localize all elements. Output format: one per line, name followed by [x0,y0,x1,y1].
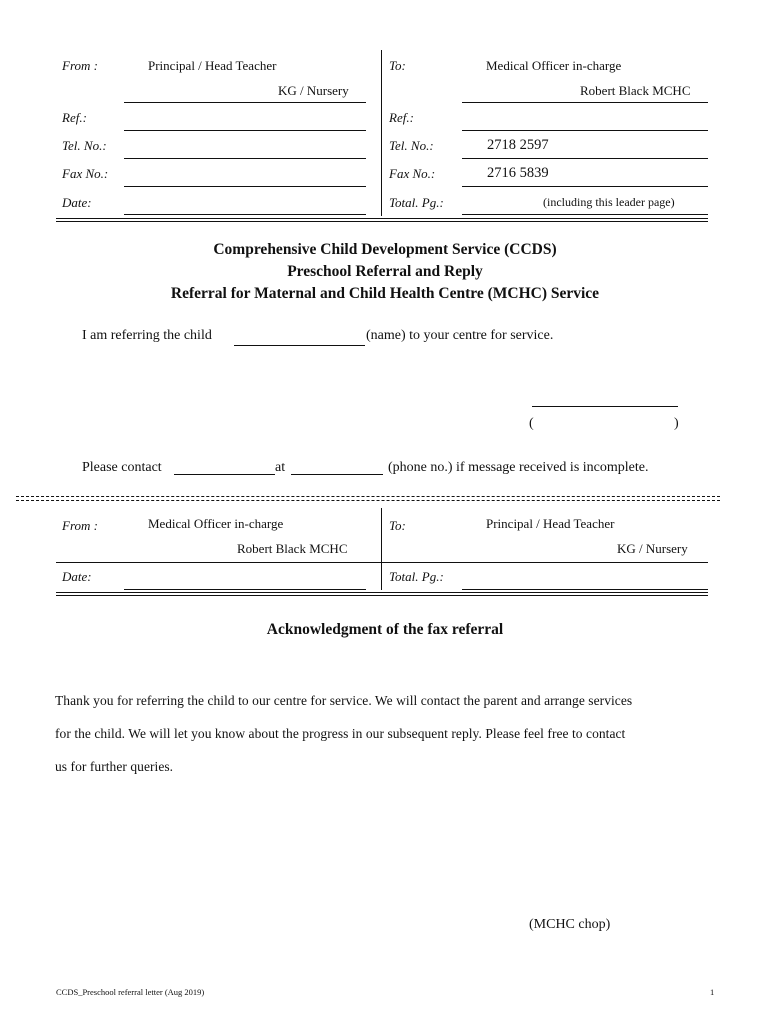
footer-page-number: 1 [710,987,715,997]
reply-address-rule [56,562,708,563]
to-recipient-line2: Robert Black MCHC [580,83,691,98]
tel-field-right[interactable] [462,158,708,159]
acknowledgment-text-line2: for the child. We will let you know about the progress in our subsequent reply. Please feel free to contact [55,726,626,741]
reply-to-line2: KG / Nursery [617,541,688,556]
date-field[interactable] [124,214,366,215]
reply-total-pages-field[interactable] [462,589,708,590]
contact-person-field[interactable] [174,474,275,475]
ref-field-right[interactable] [462,130,708,131]
contact-at-text: at [275,460,286,475]
reply-from-line2: Robert Black MCHC [237,541,348,556]
mchc-chop-label: (MCHC chop) [529,917,611,932]
reply-to-label: To: [389,518,406,533]
reply-from-label: From : [62,518,98,533]
reply-date-label: Date: [62,569,92,584]
fax-field-right[interactable] [462,186,708,187]
contact-end-text: (phone no.) if message received is incomplete. [388,460,649,475]
acknowledgment-text-line3: us for further queries. [55,759,174,774]
acknowledgment-title: Acknowledgment of the fax referral [266,621,504,638]
header-divider [381,50,382,216]
reply-from-line1: Medical Officer in-charge [148,516,284,531]
tel-field-left[interactable] [124,158,366,159]
ref-label-right: Ref.: [389,110,414,125]
form-title-line3: Referral for Maternal and Child Health Centre (MCHC) Service [170,285,600,302]
fax-label-left: Fax No.: [62,166,109,181]
acknowledgment-text-line1: Thank you for referring the child to our centre for service. We will contact the parent and arrange services [55,693,633,708]
to-label: To: [389,58,406,73]
header-bottom-rule [56,218,708,222]
signature-paren-close: ) [674,416,679,431]
form-title-line2: Preschool Referral and Reply [287,263,483,280]
reply-divider [381,508,382,590]
signature-paren-open: ( [529,416,534,431]
total-pages-note: (including this leader page) [543,195,675,209]
contact-please-text: Please contact [82,460,162,475]
total-pages-field[interactable] [462,214,708,215]
reply-bottom-rule [56,592,708,596]
to-recipient-line1: Medical Officer in-charge [486,58,622,73]
ref-field-left[interactable] [124,130,366,131]
referral-sentence-start: I am referring the child [82,328,212,343]
contact-phone-field[interactable] [291,474,383,475]
to-underline [462,102,708,103]
footer-document-id: CCDS_Preschool referral letter (Aug 2019) [56,987,205,997]
reply-total-pages-label: Total. Pg.: [389,569,444,584]
total-pages-label: Total. Pg.: [389,195,444,210]
from-underline [124,102,366,103]
reply-to-line1: Principal / Head Teacher [486,516,615,531]
ref-label-left: Ref.: [62,110,87,125]
fax-value-right: 2716 5839 [487,165,549,181]
fax-label-right: Fax No.: [389,166,436,181]
child-name-field[interactable] [234,345,365,346]
fax-field-left[interactable] [124,186,366,187]
tel-label-left: Tel. No.: [62,138,107,153]
signature-line[interactable] [532,406,678,407]
tel-label-right: Tel. No.: [389,138,434,153]
from-sender-line1: Principal / Head Teacher [148,58,277,73]
tel-value-right: 2718 2597 [487,137,549,153]
cut-line-separator [16,496,720,501]
date-label: Date: [62,195,92,210]
from-sender-line2: KG / Nursery [278,83,349,98]
form-title-line1: Comprehensive Child Development Service (CCDS) [213,241,557,258]
referral-sentence-end: (name) to your centre for service. [366,328,554,343]
reply-date-field[interactable] [124,589,366,590]
from-label: From : [62,58,98,73]
